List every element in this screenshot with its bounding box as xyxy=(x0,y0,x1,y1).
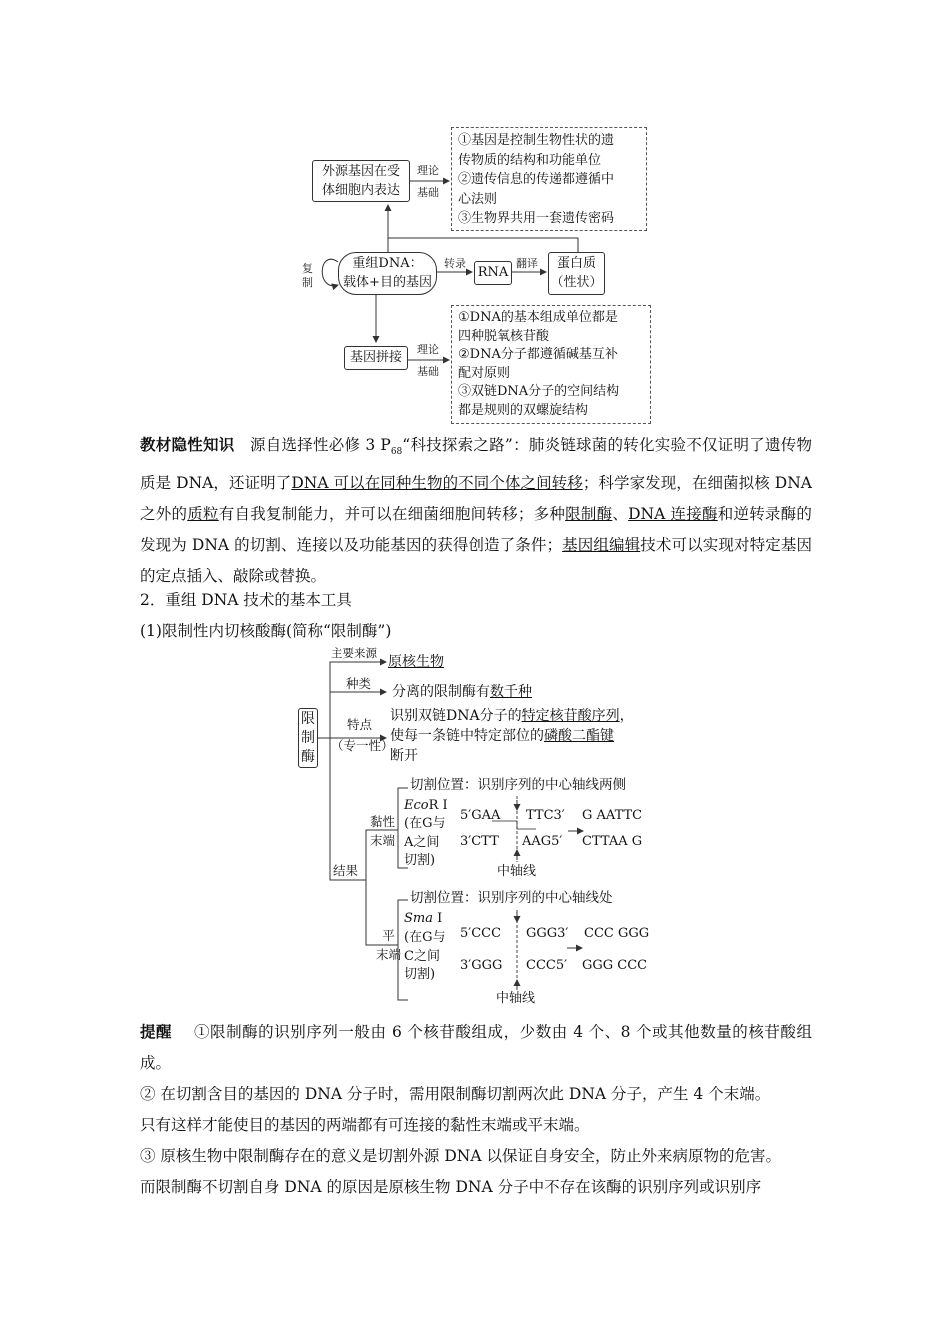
sticky-seq-bot-right: CTTAA G xyxy=(582,834,643,849)
blunt-cut-position: 切割位置：识别序列的中心轴线处 xyxy=(410,890,613,906)
sticky-seq-top-left: 5′GAA xyxy=(460,808,501,823)
gene-splicing-box: 基因拼接 xyxy=(344,346,408,370)
feature-l2-pre: 使每一条链中特定部位的 xyxy=(390,728,544,744)
para1-text: “科技探索之路”：肺炎链球菌的转化实验不仅证明了遗传物质是 DNA，还证明了 xyxy=(140,436,812,493)
restriction-enzyme-root xyxy=(298,708,318,768)
source-value-text: 原核生物 xyxy=(388,654,444,670)
feature-l1-post: ， xyxy=(619,708,634,724)
para1-text: 技术可以实现对特定基因的定点插入、敲除或替换。 xyxy=(140,536,812,586)
para1-underline: DNA 可以在同种生物的不同个体之间转移 xyxy=(291,474,583,493)
protein-line-2: （性状） xyxy=(550,275,603,290)
reminder-item1-text: ①限制酶的识别序列一般由 6 个核苷酸组成，少数由 4 个、8 个或其他数量的核苷酸组成。 xyxy=(140,1023,812,1072)
feature-line-1 xyxy=(390,706,634,726)
sticky-label-1: 黏性 xyxy=(370,814,396,829)
feature-line-3: 断开 xyxy=(390,748,418,764)
feature-line-2 xyxy=(390,726,634,746)
reminder-item-3b: 而限制酶不切割自身 DNA 的原因是原核生物 DNA 分子中不存在该酶的识别序列或识别序 xyxy=(140,1178,762,1196)
sticky-note-line: (在G与 xyxy=(404,816,446,831)
rna-box: RNA xyxy=(474,261,512,285)
theory-bottom-item: 都是规则的双螺旋结构 xyxy=(458,402,589,418)
theory-top-item: ①基因是控制生物性状的遗 xyxy=(458,133,615,148)
type-value xyxy=(392,684,532,701)
sticky-seq-top-mid: TTC3′ xyxy=(526,808,565,823)
ecori-label xyxy=(404,797,448,814)
replicate-2: 制 xyxy=(302,276,313,289)
type-value-underline: 数千种 xyxy=(490,684,532,700)
ecori-rest: R Ⅰ xyxy=(428,798,448,813)
feature-l1-u: 特定核苷酸序列 xyxy=(521,708,620,724)
replicate-1: 复 xyxy=(302,262,313,275)
para1-text: ；科学家发现，在细菌拟核 DNA 之外的 xyxy=(140,474,812,524)
reminder-heading: 提醒 xyxy=(140,1023,173,1041)
para1-text: 、 xyxy=(612,505,629,524)
section2-subtitle: (1)限制性内切核酸酶(简称“限制酶”) xyxy=(140,622,392,640)
theory-bottom-item: ②DNA分子都遵循碱基互补 xyxy=(458,347,618,362)
theory-top-item: 心法则 xyxy=(458,191,498,207)
sticky-seq-top-right: G AATTC xyxy=(582,808,643,823)
para1-text: 源自选择性必修 3 P xyxy=(249,436,391,454)
blunt-seq-bot-mid: CCC5′ xyxy=(526,958,568,973)
blunt-label xyxy=(376,926,401,964)
blunt-note-line: C之间 xyxy=(404,948,440,964)
feature-sub-label: （专一性） xyxy=(331,738,394,753)
blunt-label-2: 末端 xyxy=(376,947,402,962)
smai-label xyxy=(404,910,442,927)
reminder-item-1 xyxy=(140,1017,812,1079)
root-char: 酶 xyxy=(301,749,315,765)
blunt-seq-bot-right: GGG CCC xyxy=(582,958,648,973)
theory-bottom-item: 配对原则 xyxy=(458,365,511,381)
smai-italic: Sma xyxy=(404,911,433,926)
translation-label: 翻译 xyxy=(516,257,538,270)
root-char: 制 xyxy=(301,730,315,746)
type-value-pre: 分离的限制酶有 xyxy=(392,684,490,700)
theory-top-1: 理论 xyxy=(417,164,439,177)
para1-underline: DNA 连接酶 xyxy=(628,505,718,524)
sticky-axis-label: 中轴线 xyxy=(497,864,537,879)
para1-text: 和逆转录酶的发现为 DNA 的切割、连接以及功能基因的获得创造了条件； xyxy=(140,505,812,555)
para1-sub: 68 xyxy=(390,447,403,458)
blunt-seq-top-right: CCC GGG xyxy=(584,926,650,941)
protein-line-1: 蛋白质 xyxy=(556,256,596,271)
recombinant-line-2: 载体+目的基因 xyxy=(343,275,432,290)
sticky-note-line: A之间 xyxy=(404,834,440,850)
feature-label: 特点 xyxy=(347,717,373,732)
blunt-axis-label: 中轴线 xyxy=(496,991,536,1006)
theory-top-2: 基础 xyxy=(417,186,439,199)
ecori-italic: Eco xyxy=(404,798,429,813)
expression-line-2: 体细胞内表达 xyxy=(321,183,400,198)
transcription-label: 转录 xyxy=(444,257,466,270)
feature-l2-u: 磷酸二酯键 xyxy=(544,728,614,744)
sticky-label xyxy=(370,812,395,850)
recombinant-line-1: 重组DNA： xyxy=(352,256,423,271)
sticky-note xyxy=(404,815,445,871)
para1-underline: 限制酶 xyxy=(565,505,613,524)
feature-l1-pre: 识别双链DNA分子的 xyxy=(390,708,522,724)
sticky-note-line: 切割) xyxy=(404,853,436,868)
blunt-label-1: 平 xyxy=(382,928,395,943)
source-value xyxy=(388,654,444,671)
reminder-item-2a: ② 在切割含目的基因的 DNA 分子时，需用限制酶切割两次此 DNA 分子，产生 4 个末端。 xyxy=(140,1085,771,1103)
sticky-cut-position: 切割位置：识别序列的中心轴线两侧 xyxy=(410,777,626,793)
reminder-item-3a: ③ 原核生物中限制酶存在的意义是切割外源 DNA 以保证自身安全，防止外来病原物的危害。 xyxy=(140,1147,781,1165)
theory-top-item: ②遗传信息的传递都遵循中 xyxy=(458,172,615,187)
blunt-seq-top-mid: GGG3′ xyxy=(526,926,569,941)
para1-underline: 基因组编辑 xyxy=(562,536,641,555)
blunt-note-line: 切割) xyxy=(404,967,436,982)
hidden-knowledge-heading: 教材隐性知识 xyxy=(140,436,235,454)
theory-bottom-item: ①DNA的基本组成单位都是 xyxy=(458,310,618,325)
expression-line-1: 外源基因在受 xyxy=(321,164,400,179)
smai-rest: Ⅰ xyxy=(432,911,443,926)
blunt-seq-bot-left: 3′GGG xyxy=(460,958,503,973)
theory-bottom-1: 理论 xyxy=(417,343,439,356)
para1-underline: 质粒 xyxy=(187,505,219,524)
feature-value xyxy=(390,706,634,766)
source-label: 主要来源 xyxy=(331,646,377,660)
blunt-seq-top-left: 5′CCC xyxy=(460,926,502,941)
type-label: 种类 xyxy=(346,676,372,691)
theory-top-item: ③生物界共用一套遗传密码 xyxy=(458,211,615,226)
sticky-seq-bot-mid: AAG5′ xyxy=(522,834,563,849)
theory-bottom-item: 四种脱氧核苷酸 xyxy=(458,328,550,344)
theory-top-item: 传物质的结构和功能单位 xyxy=(458,152,602,168)
blunt-note xyxy=(404,929,445,985)
blunt-note-line: (在G与 xyxy=(404,930,446,945)
para1-text: 有自我复制能力，并可以在细菌细胞间转移；多种 xyxy=(218,505,566,524)
section2-title: 2．重组 DNA 技术的基本工具 xyxy=(140,591,352,609)
theory-bottom-item: ③双链DNA分子的空间结构 xyxy=(458,384,620,399)
sticky-label-2: 末端 xyxy=(370,833,396,848)
theory-bottom-2: 基础 xyxy=(417,365,439,378)
sticky-seq-bot-left: 3′CTT xyxy=(460,834,499,849)
result-label: 结果 xyxy=(333,863,359,878)
root-char: 限 xyxy=(301,711,315,727)
reminder-item-2b: 只有这样才能使目的基因的两端都有可连接的黏性末端或平末端。 xyxy=(140,1116,590,1134)
